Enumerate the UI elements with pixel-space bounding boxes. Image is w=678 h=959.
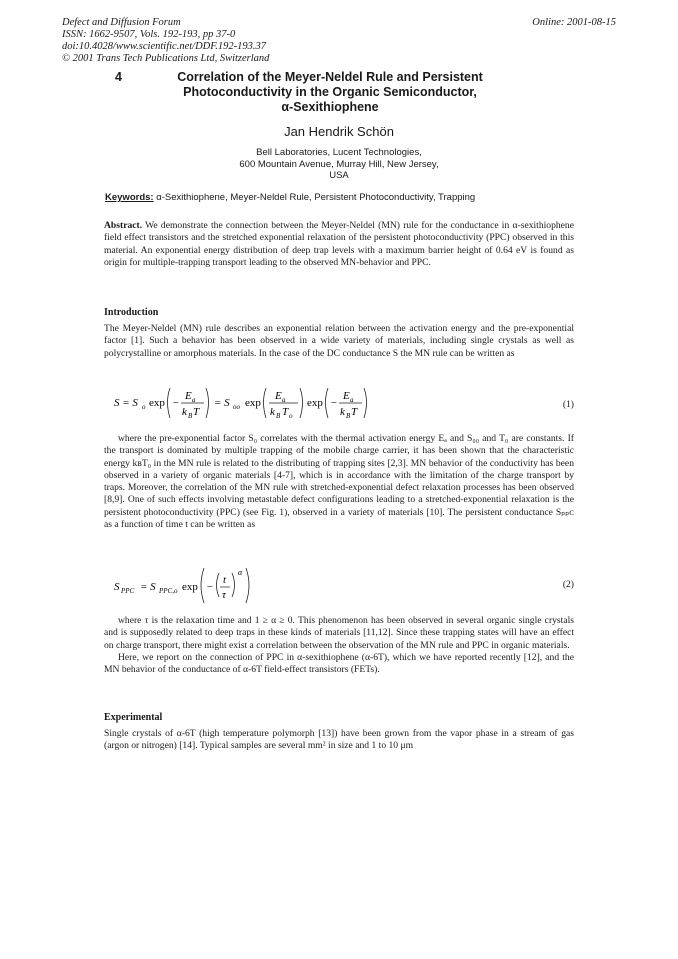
journal-header — [62, 17, 269, 65]
abstract-label: Abstract. — [104, 220, 143, 231]
svg-text:T: T — [193, 406, 200, 418]
intro-p4-text: Here, we report on the connection of PPC in α-sexithiophene (α-6T), which we have reported recently [12], and the MN behavior of the conductance of α-6T field-effect transistors (FETs). — [104, 651, 574, 676]
copyright-line: © 2001 Trans Tech Publications Ltd, Switzerland — [62, 53, 270, 64]
intro-p2-text: where the pre-exponential factor S₀ correlates with the thermal activation energy Eₐ and S₀₀ and T₀ are constants. If the transport is dominated by multiple trapping of the mobile charge carrier, it has been shown that the characteristic energy kʙT₀ in the MN rule is related to the distributing of trapping sites [2,3]. MN behavior of the conductivity has been observed in a variety of organic materials [4-7], which is in accordance with the limitation of the charge transport by traps. Moreover, the correlation of the MN rule with stretched-exponential defect relaxation processes has been observed [8,9]. One of such effects involving metastable defect configurations leading to a stretched-exponential relaxation is the persistent photoconductivity (PPC) (see Fig. 1), observed in a variety of materials [10]. The persistent conductance Sₚₚᴄ as a function of time t can be written as — [104, 433, 574, 531]
svg-text:o: o — [142, 403, 146, 411]
svg-text:PPC: PPC — [121, 587, 135, 595]
svg-text:exp: exp — [307, 397, 323, 409]
intro-paragraph-3 — [104, 615, 574, 676]
keywords-text: α-Sexithiophene, Meyer-Neldel Rule, Persistent Photoconductivity, Trapping — [153, 192, 476, 203]
intro-paragraph-1 — [104, 323, 574, 360]
keywords — [105, 192, 475, 203]
issn-line: ISSN: 1662-9507, Vols. 192-193, pp 37-0 — [62, 29, 236, 40]
svg-text:exp: exp — [182, 581, 198, 593]
svg-text:oo: oo — [233, 403, 240, 411]
equation-1 — [112, 382, 412, 422]
title-line-2: Photoconductivity in the Organic Semiconductor, — [183, 85, 477, 99]
svg-text:B: B — [276, 412, 281, 420]
svg-text:o: o — [289, 412, 293, 420]
svg-text:= S: = S — [140, 581, 156, 593]
keywords-label: Keywords: — [105, 192, 154, 203]
abstract — [104, 220, 574, 269]
equation-1-number: (1) — [562, 399, 574, 410]
svg-text:B: B — [346, 412, 351, 420]
svg-text:PPC,o: PPC,o — [159, 587, 178, 595]
intro-p3-text: where τ is the relaxation time and 1 ≥ α ≥ 0. This phenomenon has been observed in several organic single crystals and is supposedly related to deep traps in these kinds of materials [11,12]. Since these trapping states will have an effect on charge transport, there might exist a correlation between the observation of the MN rule and PPC in organic materials. — [104, 615, 574, 651]
equation-2-number: (2) — [562, 579, 574, 590]
svg-text:B: B — [188, 412, 193, 420]
affiliation — [0, 147, 678, 182]
author-name: Jan Hendrik Schön — [284, 124, 394, 139]
svg-text:S = S: S = S — [114, 397, 138, 409]
affiliation-line-3: USA — [329, 170, 349, 181]
svg-text:k: k — [182, 406, 187, 418]
journal-name: Defect and Diffusion Forum — [62, 17, 181, 28]
intro-p1-text: The Meyer-Neldel (MN) rule describes an exponential relation between the activation energy and the pre-exponential factor [1]. Such a behavior has been observed in a wide variety of materials, including single crystals as well as polycrystalline or amorphous materials. In the case of the DC conductance S the MN rule can be written as — [104, 323, 574, 359]
doi-line: doi:10.4028/www.scientific.net/DDF.192-193.37 — [62, 41, 267, 52]
svg-text:k: k — [270, 406, 275, 418]
paper-title — [130, 70, 530, 115]
abstract-text: We demonstrate the connection between the Meyer-Neldel (MN) rule for the conductance in α-sexithiophene field effect transistors and the stretched exponential relaxation of the persistent photoconductivity (PPC) observed in this material. An exponential energy distribution of deep trap levels with a maximum barrier height of 0.64 eV is found as origin for multiple-trapping transport leading to the observed MN-behavior and PPC. — [104, 220, 574, 268]
svg-text:−: − — [330, 397, 338, 409]
svg-text:a: a — [350, 396, 354, 404]
svg-text:t: t — [223, 574, 227, 586]
svg-text:E: E — [275, 390, 282, 402]
affiliation-line-2: 600 Mountain Avenue, Murray Hill, New Jersey, — [239, 158, 439, 170]
introduction-heading: Introduction — [104, 307, 159, 318]
svg-text:a: a — [282, 396, 286, 404]
svg-text:E: E — [343, 390, 350, 402]
title-line-1: Correlation of the Meyer-Neldel Rule and Persistent — [177, 70, 483, 84]
online-date: Online: 2001-08-15 — [532, 17, 616, 28]
svg-text:a: a — [192, 396, 196, 404]
chapter-number: 4 — [115, 70, 122, 84]
svg-text:exp: exp — [245, 397, 261, 409]
svg-text:−: − — [206, 581, 214, 593]
svg-text:τ: τ — [222, 589, 226, 601]
equation-2 — [112, 563, 312, 607]
svg-text:= S: = S — [214, 397, 230, 409]
experimental-heading: Experimental — [104, 712, 163, 723]
svg-text:T: T — [351, 406, 358, 418]
svg-text:k: k — [340, 406, 345, 418]
title-line-3: α-Sexithiophene — [281, 100, 379, 114]
svg-text:−: − — [172, 397, 180, 409]
affiliation-line-1: Bell Laboratories, Lucent Technologies, — [256, 147, 422, 158]
svg-text:E: E — [185, 390, 192, 402]
experimental-paragraph-1 — [104, 728, 574, 753]
intro-paragraph-2 — [104, 433, 574, 531]
svg-text:S: S — [114, 581, 120, 593]
experimental-p1-text: Single crystals of α-6T (high temperature polymorph [13]) have been grown from the vapor phase in a stream of gas (argon or nitrogen) [14]. Typical samples are several mm² in size and 1 to 10 μm — [104, 728, 574, 752]
svg-text:T: T — [282, 406, 289, 418]
svg-text:α: α — [238, 568, 243, 577]
svg-text:exp: exp — [149, 397, 165, 409]
